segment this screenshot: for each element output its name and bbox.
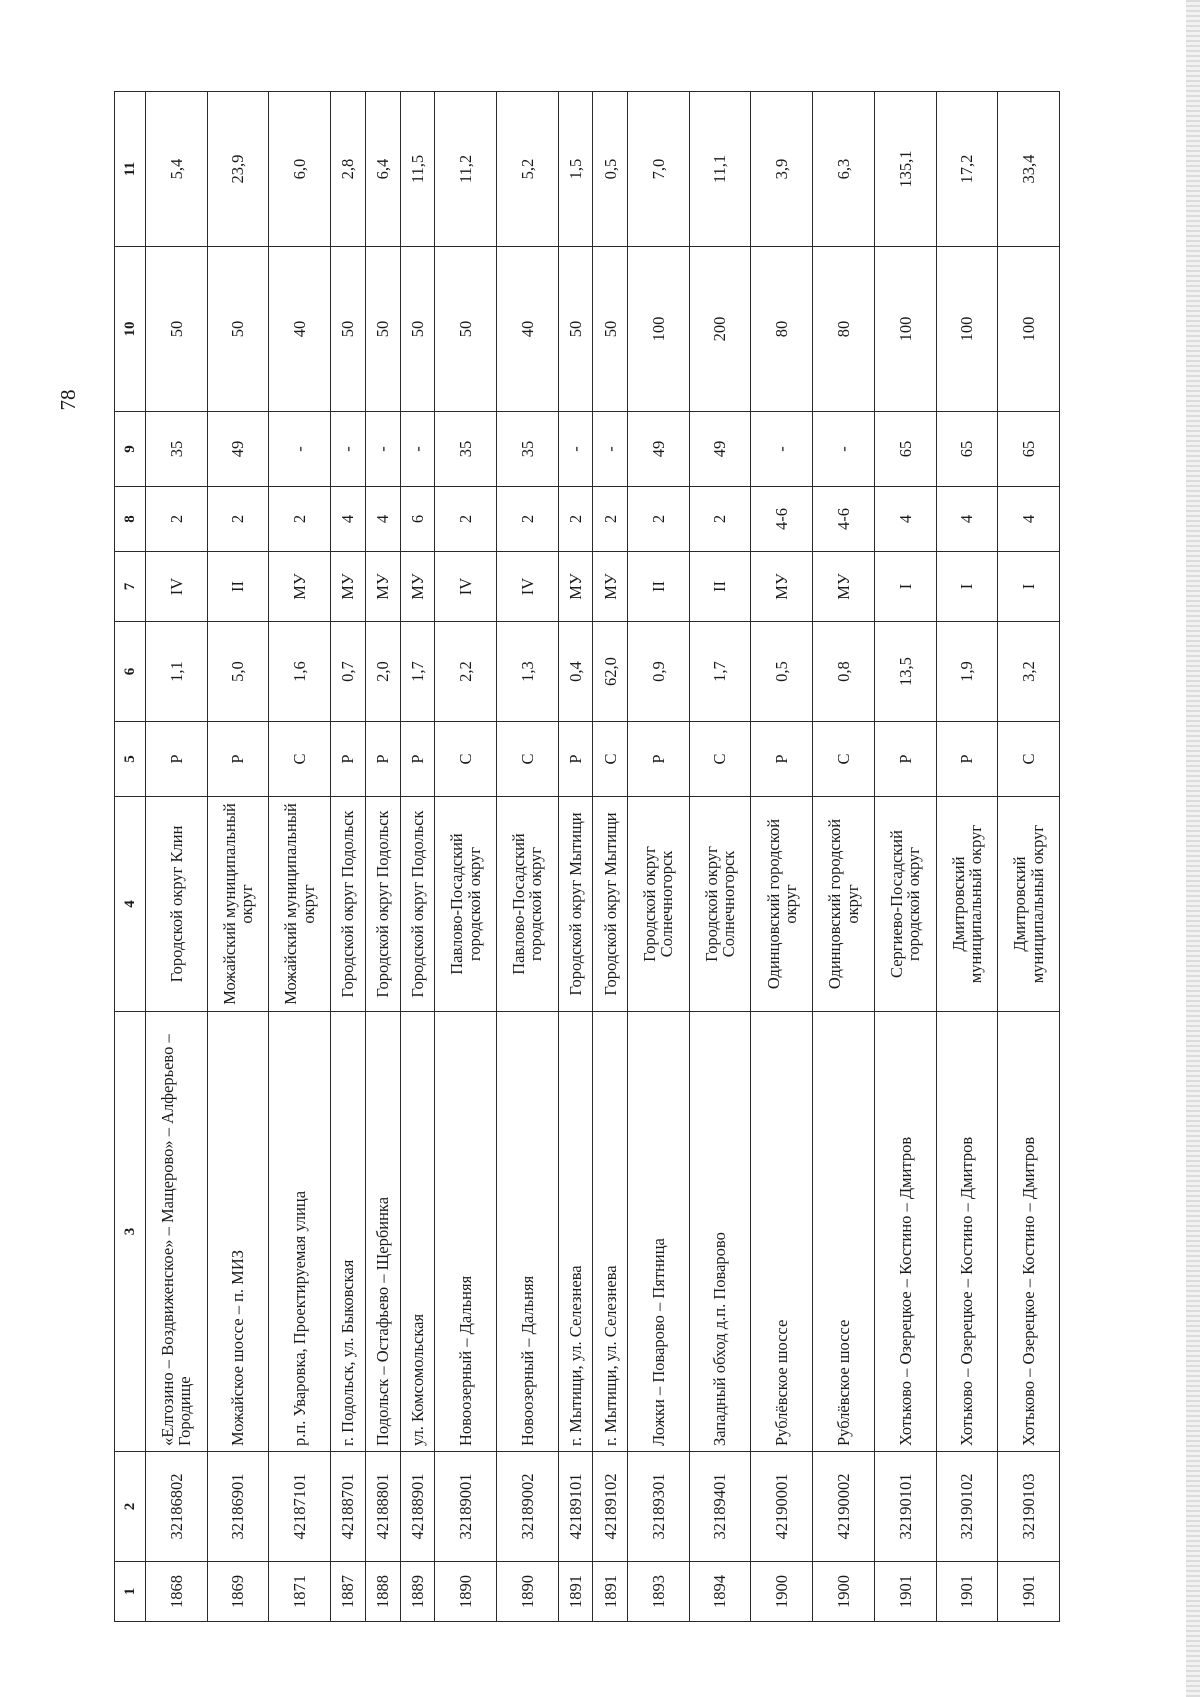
table-cell-col-4: Павлово-Посадский городской округ <box>496 797 558 1012</box>
table-cell-col-3: Рублёвское шоссе <box>813 1012 875 1452</box>
table-cell-col-11: 135,1 <box>874 92 936 247</box>
table-cell-col-10: 50 <box>558 247 593 412</box>
table-cell-col-6: 3,2 <box>998 622 1060 722</box>
table-cell-col-3: г. Мытищи, ул. Селезнева <box>558 1012 593 1452</box>
table-cell-col-10: 50 <box>146 247 208 412</box>
table-cell-col-10: 100 <box>628 247 690 412</box>
column-header-4: 4 <box>115 797 146 1012</box>
table-cell-col-6: 0,8 <box>813 622 875 722</box>
table-row <box>365 92 400 1622</box>
table-cell-col-1: 1889 <box>400 1562 435 1622</box>
table-cell-col-6: 1,3 <box>496 622 558 722</box>
table-cell-col-7: I <box>998 552 1060 622</box>
table-cell-col-11: 6,3 <box>813 92 875 247</box>
table-body <box>146 92 1060 1622</box>
table-cell-col-4: Одинцовский городской округ <box>751 797 813 1012</box>
table-cell-col-11: 23,9 <box>207 92 269 247</box>
table-cell-col-11: 0,5 <box>593 92 628 247</box>
column-header-10: 10 <box>115 247 146 412</box>
table-row <box>331 92 366 1622</box>
table-cell-col-7: I <box>874 552 936 622</box>
table-cell-col-2: 32186901 <box>207 1452 269 1562</box>
table-cell-col-3: Хотьково – Озерецкое – Костино – Дмитров <box>936 1012 998 1452</box>
table-row <box>435 92 497 1622</box>
table-cell-col-4: Городской округ Подольск <box>331 797 366 1012</box>
table-cell-col-8: 6 <box>400 487 435 552</box>
table-cell-col-9: 35 <box>435 412 497 487</box>
table-cell-col-9: - <box>365 412 400 487</box>
scan-edge <box>1186 0 1200 1697</box>
table-cell-col-8: 2 <box>269 487 331 552</box>
table-cell-col-9: 49 <box>689 412 751 487</box>
table-cell-col-11: 1,5 <box>558 92 593 247</box>
table-row <box>936 92 998 1622</box>
table-cell-col-3: Рублёвское шоссе <box>751 1012 813 1452</box>
table-cell-col-8: 2 <box>146 487 208 552</box>
table-cell-col-5: Р <box>207 722 269 797</box>
table-cell-col-4: Городской округ Мытищи <box>558 797 593 1012</box>
table-cell-col-1: 1871 <box>269 1562 331 1622</box>
table-cell-col-5: С <box>998 722 1060 797</box>
table-cell-col-5: Р <box>874 722 936 797</box>
table-cell-col-8: 2 <box>689 487 751 552</box>
table-cell-col-10: 200 <box>689 247 751 412</box>
table-cell-col-10: 50 <box>593 247 628 412</box>
column-header-9: 9 <box>115 412 146 487</box>
table-cell-col-1: 1900 <box>813 1562 875 1622</box>
table-cell-col-10: 50 <box>435 247 497 412</box>
table-cell-col-9: - <box>813 412 875 487</box>
table-cell-col-1: 1888 <box>365 1562 400 1622</box>
table-cell-col-6: 1,7 <box>400 622 435 722</box>
table-cell-col-7: МУ <box>331 552 366 622</box>
table-cell-col-1: 1900 <box>751 1562 813 1622</box>
table-cell-col-9: 35 <box>496 412 558 487</box>
table-cell-col-7: МУ <box>365 552 400 622</box>
table-cell-col-6: 0,4 <box>558 622 593 722</box>
rotated-table-container <box>114 92 1060 1622</box>
table-cell-col-9: - <box>751 412 813 487</box>
column-header-6: 6 <box>115 622 146 722</box>
table-cell-col-4: Городской округ Подольск <box>365 797 400 1012</box>
table-cell-col-8: 2 <box>207 487 269 552</box>
table-cell-col-3: Хотьково – Озерецкое – Костино – Дмитров <box>874 1012 936 1452</box>
table-cell-col-9: - <box>269 412 331 487</box>
table-cell-col-2: 32190102 <box>936 1452 998 1562</box>
table-cell-col-6: 62,0 <box>593 622 628 722</box>
table-cell-col-2: 42187101 <box>269 1452 331 1562</box>
table-cell-col-7: I <box>936 552 998 622</box>
table-cell-col-10: 40 <box>496 247 558 412</box>
table-cell-col-7: МУ <box>400 552 435 622</box>
column-header-1: 1 <box>115 1562 146 1622</box>
table-cell-col-4: Павлово-Посадский городской округ <box>435 797 497 1012</box>
table-cell-col-8: 4 <box>331 487 366 552</box>
table-cell-col-6: 1,1 <box>146 622 208 722</box>
table-cell-col-2: 32186802 <box>146 1452 208 1562</box>
table-cell-col-7: II <box>207 552 269 622</box>
table-cell-col-2: 42190002 <box>813 1452 875 1562</box>
table-cell-col-11: 5,2 <box>496 92 558 247</box>
table-cell-col-11: 2,8 <box>331 92 366 247</box>
table-cell-col-10: 100 <box>998 247 1060 412</box>
table-cell-col-2: 32190103 <box>998 1452 1060 1562</box>
table-cell-col-11: 6,0 <box>269 92 331 247</box>
table-cell-col-6: 0,9 <box>628 622 690 722</box>
table-cell-col-11: 11,1 <box>689 92 751 247</box>
table-cell-col-1: 1893 <box>628 1562 690 1622</box>
table-row <box>689 92 751 1622</box>
table-cell-col-10: 80 <box>751 247 813 412</box>
table-cell-col-10: 100 <box>874 247 936 412</box>
table-cell-col-4: Одинцовский городской округ <box>813 797 875 1012</box>
table-cell-col-6: 13,5 <box>874 622 936 722</box>
header-row <box>115 92 146 1622</box>
table-cell-col-5: Р <box>331 722 366 797</box>
table-cell-col-4: Дмитровский муниципальный округ <box>998 797 1060 1012</box>
table-cell-col-8: 4 <box>365 487 400 552</box>
table-cell-col-4: Можайский муниципальный округ <box>269 797 331 1012</box>
table-cell-col-6: 2,0 <box>365 622 400 722</box>
table-cell-col-5: Р <box>365 722 400 797</box>
table-row <box>998 92 1060 1622</box>
table-cell-col-8: 4-6 <box>751 487 813 552</box>
table-cell-col-3: Западный обход д.п. Поварово <box>689 1012 751 1452</box>
table-cell-col-7: МУ <box>269 552 331 622</box>
table-cell-col-2: 42189102 <box>593 1452 628 1562</box>
table-cell-col-5: С <box>689 722 751 797</box>
table-cell-col-3: Новоозерный – Дальняя <box>496 1012 558 1452</box>
table-row <box>496 92 558 1622</box>
table-cell-col-4: Сергиево-Посадский городской округ <box>874 797 936 1012</box>
table-row <box>874 92 936 1622</box>
table-cell-col-9: 49 <box>628 412 690 487</box>
table-cell-col-11: 17,2 <box>936 92 998 247</box>
table-cell-col-10: 100 <box>936 247 998 412</box>
table-cell-col-2: 42188801 <box>365 1452 400 1562</box>
table-cell-col-1: 1901 <box>874 1562 936 1622</box>
table-cell-col-7: МУ <box>593 552 628 622</box>
table-cell-col-5: Р <box>400 722 435 797</box>
table-cell-col-11: 11,5 <box>400 92 435 247</box>
table-cell-col-9: 65 <box>998 412 1060 487</box>
table-cell-col-9: 35 <box>146 412 208 487</box>
table-cell-col-4: Городской округ Мытищи <box>593 797 628 1012</box>
table-cell-col-2: 42189101 <box>558 1452 593 1562</box>
table-cell-col-4: Городской округ Подольск <box>400 797 435 1012</box>
table-cell-col-1: 1890 <box>496 1562 558 1622</box>
table-cell-col-3: ул. Комсомольская <box>400 1012 435 1452</box>
table-cell-col-4: Городской округ Солнечногорск <box>628 797 690 1012</box>
table-cell-col-11: 7,0 <box>628 92 690 247</box>
table-cell-col-3: Можайское шоссе – п. МИЗ <box>207 1012 269 1452</box>
table-cell-col-6: 1,9 <box>936 622 998 722</box>
table-cell-col-7: II <box>689 552 751 622</box>
table-cell-col-1: 1868 <box>146 1562 208 1622</box>
table-cell-col-10: 50 <box>365 247 400 412</box>
table-cell-col-7: IV <box>146 552 208 622</box>
table-cell-col-7: МУ <box>751 552 813 622</box>
table-cell-col-2: 32189301 <box>628 1452 690 1562</box>
table-cell-col-8: 2 <box>496 487 558 552</box>
table-cell-col-1: 1894 <box>689 1562 751 1622</box>
table-cell-col-8: 4-6 <box>813 487 875 552</box>
column-header-7: 7 <box>115 552 146 622</box>
table-cell-col-2: 32189002 <box>496 1452 558 1562</box>
table-cell-col-11: 11,2 <box>435 92 497 247</box>
table-cell-col-1: 1887 <box>331 1562 366 1622</box>
table-cell-col-2: 32189401 <box>689 1452 751 1562</box>
table-cell-col-1: 1891 <box>593 1562 628 1622</box>
table-cell-col-11: 33,4 <box>998 92 1060 247</box>
table-row <box>269 92 331 1622</box>
table-row <box>593 92 628 1622</box>
table-cell-col-9: - <box>558 412 593 487</box>
table-cell-col-3: Ложки – Поварово – Пятница <box>628 1012 690 1452</box>
table-cell-col-8: 2 <box>628 487 690 552</box>
table-cell-col-5: С <box>269 722 331 797</box>
table-cell-col-4: Городской округ Солнечногорск <box>689 797 751 1012</box>
table-cell-col-9: 65 <box>936 412 998 487</box>
table-row <box>146 92 208 1622</box>
table-cell-col-7: IV <box>435 552 497 622</box>
table-cell-col-4: Дмитровский муниципальный округ <box>936 797 998 1012</box>
table-cell-col-5: С <box>496 722 558 797</box>
table-row <box>751 92 813 1622</box>
table-cell-col-9: - <box>593 412 628 487</box>
table-cell-col-3: г. Мытищи, ул. Селезнева <box>593 1012 628 1452</box>
column-header-5: 5 <box>115 722 146 797</box>
table-cell-col-2: 42190001 <box>751 1452 813 1562</box>
table-cell-col-5: Р <box>558 722 593 797</box>
column-header-3: 3 <box>115 1012 146 1452</box>
table-cell-col-7: МУ <box>813 552 875 622</box>
table-cell-col-3: Подольск – Остафьево – Щербинка <box>365 1012 400 1452</box>
table-cell-col-6: 5,0 <box>207 622 269 722</box>
table-cell-col-8: 2 <box>593 487 628 552</box>
table-cell-col-8: 4 <box>874 487 936 552</box>
table-cell-col-1: 1891 <box>558 1562 593 1622</box>
table-cell-col-8: 4 <box>936 487 998 552</box>
table-row <box>558 92 593 1622</box>
table-cell-col-10: 50 <box>207 247 269 412</box>
table-cell-col-6: 2,2 <box>435 622 497 722</box>
table-cell-col-6: 1,7 <box>689 622 751 722</box>
table-cell-col-5: С <box>435 722 497 797</box>
table-cell-col-2: 42188901 <box>400 1452 435 1562</box>
table-cell-col-5: Р <box>628 722 690 797</box>
table-cell-col-1: 1869 <box>207 1562 269 1622</box>
table-cell-col-11: 5,4 <box>146 92 208 247</box>
table-cell-col-4: Городской округ Клин <box>146 797 208 1012</box>
table-row <box>628 92 690 1622</box>
table-row <box>400 92 435 1622</box>
table-cell-col-6: 1,6 <box>269 622 331 722</box>
table-cell-col-6: 0,7 <box>331 622 366 722</box>
table-cell-col-3: р.п. Уваровка, Проектируемая улица <box>269 1012 331 1452</box>
column-header-8: 8 <box>115 487 146 552</box>
page-number: 78 <box>56 389 80 411</box>
table-cell-col-5: Р <box>146 722 208 797</box>
table-cell-col-1: 1901 <box>936 1562 998 1622</box>
table-cell-col-7: II <box>628 552 690 622</box>
table-cell-col-3: Хотьково – Озерецкое – Костино – Дмитров <box>998 1012 1060 1452</box>
table-cell-col-6: 0,5 <box>751 622 813 722</box>
table-cell-col-10: 40 <box>269 247 331 412</box>
column-header-2: 2 <box>115 1452 146 1562</box>
table-cell-col-5: С <box>593 722 628 797</box>
table-cell-col-11: 6,4 <box>365 92 400 247</box>
table-cell-col-1: 1901 <box>998 1562 1060 1622</box>
table-row <box>813 92 875 1622</box>
table-cell-col-3: Новоозерный – Дальняя <box>435 1012 497 1452</box>
table-cell-col-9: 49 <box>207 412 269 487</box>
table-cell-col-8: 4 <box>998 487 1060 552</box>
table-cell-col-5: Р <box>936 722 998 797</box>
table-cell-col-10: 80 <box>813 247 875 412</box>
table-cell-col-1: 1890 <box>435 1562 497 1622</box>
table-cell-col-3: «Елгозино – Воздвиженское» – Мащерово» – Алферьево – Городище <box>146 1012 208 1452</box>
table-cell-col-8: 2 <box>558 487 593 552</box>
table-cell-col-2: 32190101 <box>874 1452 936 1562</box>
roads-table <box>114 91 1060 1622</box>
table-cell-col-9: - <box>400 412 435 487</box>
table-cell-col-7: МУ <box>558 552 593 622</box>
table-cell-col-5: С <box>813 722 875 797</box>
table-row <box>207 92 269 1622</box>
table-cell-col-2: 32189001 <box>435 1452 497 1562</box>
table-cell-col-2: 42188701 <box>331 1452 366 1562</box>
table-cell-col-3: г. Подольск, ул. Быковская <box>331 1012 366 1452</box>
column-header-11: 11 <box>115 92 146 247</box>
table-cell-col-10: 50 <box>331 247 366 412</box>
table-cell-col-9: - <box>331 412 366 487</box>
table-cell-col-11: 3,9 <box>751 92 813 247</box>
table-cell-col-5: Р <box>751 722 813 797</box>
table-cell-col-9: 65 <box>874 412 936 487</box>
table-cell-col-8: 2 <box>435 487 497 552</box>
table-cell-col-10: 50 <box>400 247 435 412</box>
table-cell-col-4: Можайский муниципальный округ <box>207 797 269 1012</box>
table-cell-col-7: IV <box>496 552 558 622</box>
